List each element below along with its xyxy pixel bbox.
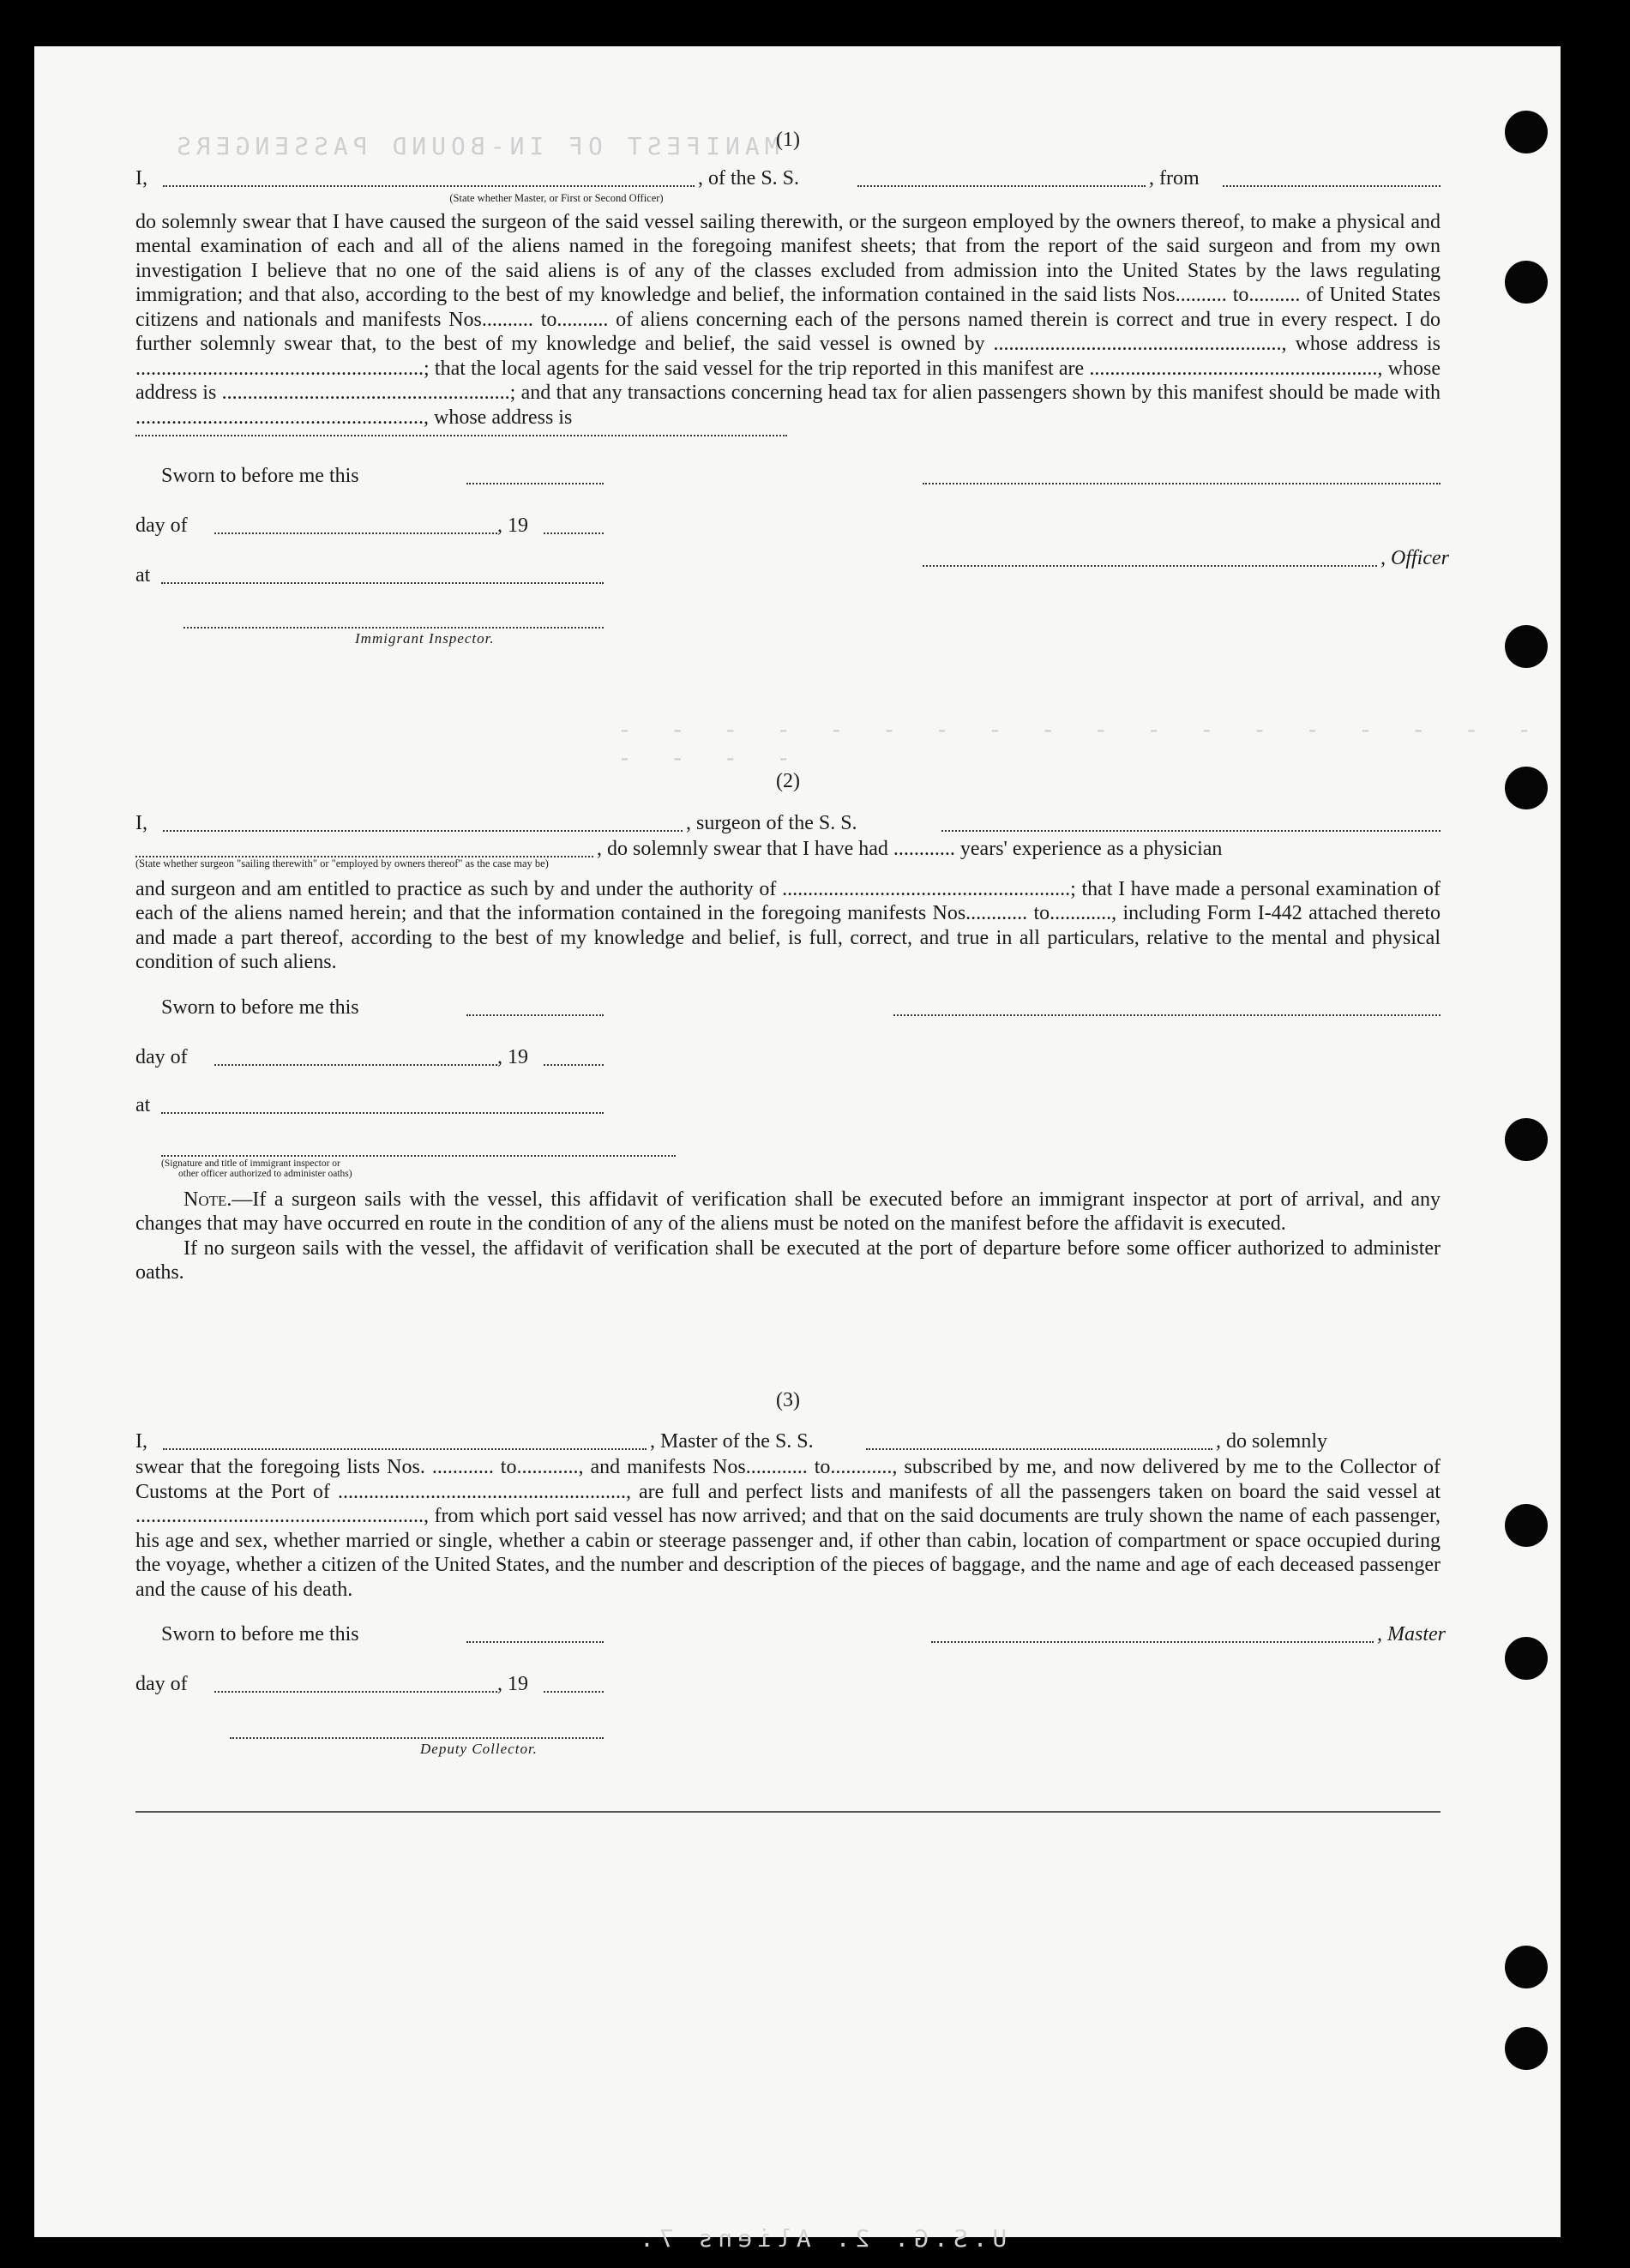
master-name-field[interactable] [163, 1433, 647, 1450]
form-sheet [34, 46, 1561, 2253]
vessel-name-field[interactable] [866, 1433, 1212, 1450]
punch-hole [1505, 1118, 1548, 1161]
inspector-signature-field[interactable] [183, 611, 604, 629]
year-label: , 19 [497, 1045, 528, 1068]
deputy-signature-field[interactable] [230, 1722, 604, 1739]
master-label: , Master [1377, 1623, 1446, 1645]
note-text-1: —If a surgeon sails with the vessel, this affidavit of verification shall be executed before an immigrant inspector at port of arrival, and any changes that may have occurred en route in the condition of any of the aliens must be noted on the manifest before the affidavit is executed. [135, 1188, 1441, 1235]
punch-hole [1505, 767, 1548, 809]
day-of-field[interactable] [214, 1675, 497, 1693]
surgeon-line-2 [135, 837, 1441, 863]
punch-hole [1505, 261, 1548, 304]
note-paragraph-2: If no surgeon sails with the vessel, the affidavit of verification shall be executed at the port of departure before some officer authorized to administer oaths. [135, 1236, 1441, 1284]
year-field[interactable] [544, 1049, 604, 1066]
day-of-field[interactable] [214, 1049, 497, 1066]
officer-signature-field[interactable] [923, 550, 1377, 567]
oath-paragraph-3: swear that the foregoing lists Nos. ............ to............, and manifests Nos............ to............, subscribed by me, and now delivered by me to the Collector of Customs at the Port of ........................................................, are full and perfect lists and manifests of all the passengers taken on board the said vessel at ........................................................, from which port said vessel has now arrived; and that on the said documents are truly shown the name of each passenger, his age and sex, whether married or single, whether a cabin or steerage passenger and, if other than cabin, location of compartment or space occupied during the voyage, whether a citizen of the United States, and the number and description of the pieces of baggage, and the name and age of each deceased passenger and the cause of his death. [135, 1456, 1441, 1601]
master-signature-field[interactable] [931, 1626, 1374, 1643]
surgeon-signature-field[interactable] [893, 999, 1441, 1016]
signature-caption-1: (Signature and title of immigrant inspector or [161, 1158, 340, 1169]
surgeon-status-caption: (State whether surgeon "sailing therewith" or "employed by owners thereof" as the case may be) [135, 857, 549, 869]
label-from: , from [1149, 166, 1200, 190]
surgeon-name-field[interactable] [163, 815, 683, 832]
surgeon-vessel-field[interactable] [941, 815, 1441, 832]
punch-hole [1505, 1946, 1548, 1988]
year-field[interactable] [544, 517, 604, 534]
section-number: (1) [776, 129, 800, 151]
year-field[interactable] [544, 1675, 604, 1693]
inspector-label: Immigrant Inspector. [355, 630, 495, 647]
punch-hole [1505, 1504, 1548, 1547]
at-label: at [135, 1093, 151, 1116]
oath-paragraph-1: do solemnly swear that I have caused the surgeon of the said vessel sailing therewith, or the surgeon employed by the owners thereof, to make a physical and mental examination of each and all of the aliens named in the foregoing manifest sheets; that from the report of the said surgeon and from my own investigation I believe that no one of the said aliens is of any of the classes excluded from admission into the United States by the laws regulating immigration; and that also, according to the best of my knowledge and belief, the information contained in the said lists Nos.......... to.......... of United States citizens and nationals and manifests Nos.......... to.......... of aliens concerning each of the persons named therein is correct and true in every respect. I do further solemnly swear that, to the best of my knowledge and belief, the said vessel is owned by ........................................................, whose address is ........................................................; that the local agents for the said vessel for the trip reported in this manifest are ........................................................, whose address is ........................................................; and that any transactions concerning head tax for alien passengers shown by this manifest should be made with ........................................................, whose address is [135, 210, 1441, 429]
label-i: I, [135, 166, 147, 190]
punch-hole [1505, 111, 1548, 153]
sworn-date-field[interactable] [466, 467, 604, 484]
punch-hole [1505, 625, 1548, 668]
at-label: at [135, 564, 151, 587]
sailing-status-field[interactable] [135, 840, 593, 857]
signature-caption-2: other officer authorized to administer oaths) [178, 1168, 352, 1179]
sworn-date-field[interactable] [466, 999, 604, 1016]
punch-hole [1505, 2027, 1548, 2070]
at-field[interactable] [161, 1097, 604, 1114]
experience-text: , do solemnly swear that I have had ............ years' experience as a physician [597, 837, 1223, 860]
label-of-ss: , of the S. S. [698, 166, 800, 190]
sworn-block-3 [135, 1614, 1446, 1777]
form-content [135, 128, 1449, 1813]
note-label: Note. [183, 1188, 232, 1211]
master-name-field[interactable] [163, 170, 695, 187]
sworn-date-field[interactable] [466, 1626, 604, 1643]
inspector-signature-field[interactable] [161, 1140, 676, 1157]
sworn-block-2 [135, 987, 1441, 1158]
label-do-solemnly: , do solemnly [1216, 1430, 1327, 1453]
day-of-label: day of [135, 514, 188, 537]
master-line-3 [135, 1429, 1441, 1455]
surgeon-line [135, 811, 1441, 837]
bleed-through-mark: - - - - - - - - - - - - - - - - - - - - - - [617, 715, 1544, 772]
label-i: I, [135, 1430, 147, 1453]
section-number: (2) [776, 770, 800, 792]
day-of-label: day of [135, 1673, 188, 1695]
officer-rank-caption: (State whether Master, or First or Second Officer) [449, 191, 664, 204]
note-paragraph-1 [135, 1188, 1441, 1236]
bottom-rule [135, 1811, 1441, 1813]
sworn-block-1 [135, 452, 1449, 683]
label-i: I, [135, 811, 147, 834]
punch-hole [1505, 1637, 1548, 1680]
from-port-field[interactable] [1223, 170, 1441, 187]
label-surgeon-ss: , surgeon of the S. S. [686, 811, 857, 834]
vessel-name-field[interactable] [857, 170, 1146, 187]
day-of-label: day of [135, 1045, 188, 1068]
sworn-label: Sworn to before me this [161, 1623, 359, 1645]
section-number: (3) [776, 1388, 800, 1411]
deputy-label: Deputy Collector. [420, 1741, 538, 1757]
oath-paragraph-2: and surgeon and am entitled to practice as such by and under the authority of ........................................................; that I have made a personal examination of each of the aliens named herein; and that the information contained in the foregoing manifests Nos............ to............, including Form I-442 attached thereto and made a part thereof, according to the best of my knowledge and belief, is full, correct, and true in all particulars, relative to the mental and physical condition of such aliens. [135, 877, 1441, 973]
footer-mark: U.S.G. 2. Aliens 7. [635, 2224, 1007, 2253]
agent-address-field[interactable] [135, 430, 787, 436]
master-line [135, 166, 1441, 192]
sworn-label: Sworn to before me this [161, 465, 359, 487]
day-of-field[interactable] [214, 517, 497, 534]
year-label: , 19 [497, 514, 528, 537]
at-field[interactable] [161, 567, 604, 584]
sworn-label: Sworn to before me this [161, 996, 359, 1019]
year-label: , 19 [497, 1673, 528, 1695]
officer-label: , Officer [1380, 547, 1449, 569]
officer-signature-top-field[interactable] [923, 467, 1441, 484]
bleed-through-mark: MANIFEST OF IN-BOUND PASSENGERS [171, 132, 779, 160]
label-master-ss: , Master of the S. S. [650, 1430, 814, 1453]
